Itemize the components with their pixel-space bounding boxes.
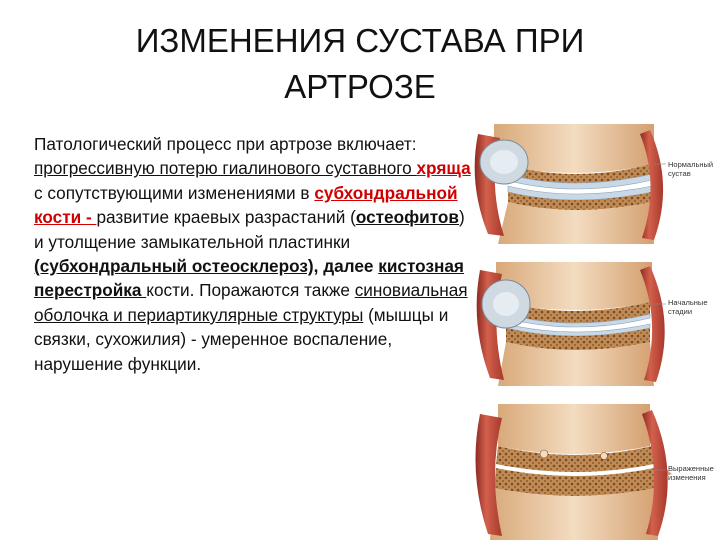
term-osteophytes: остеофитов: [355, 207, 459, 228]
title-line-1: ИЗМЕНЕНИЯ СУСТАВА ПРИ: [135, 22, 585, 59]
text-run-4: с сопутствующими изменениями в: [34, 182, 315, 203]
label-advanced-changes: Выраженные изменения: [668, 464, 714, 482]
text-run-12: кости. Поражаются также: [146, 280, 355, 301]
text-run-6: развитие краевых разрастаний (: [96, 207, 356, 228]
text-run-10: , далее: [313, 256, 379, 277]
joint-illustration: [474, 124, 720, 540]
term-subchondral-bone: субхондральной кости -: [34, 182, 458, 228]
term-cartilage: хряща: [416, 158, 471, 179]
femur-lower-bone: [498, 404, 650, 454]
bone-cyst-1: [540, 450, 548, 458]
stage-early-changes: [477, 262, 666, 386]
text-run-8: ) и утолщение замыкательной пластинки: [34, 207, 465, 252]
text-run-14: (мышцы и связки, сухожилия) - умеренное воспаление, нарушение функции.: [34, 304, 449, 374]
subchondral-sclerosis-lower: [494, 468, 656, 496]
stage-advanced-changes: [476, 404, 673, 540]
bone-cyst-2: [601, 453, 608, 460]
label-early-stages: Начальные стадии: [668, 298, 708, 316]
patella-1-inner: [490, 150, 518, 174]
label-normal-joint: Нормальный сустав: [668, 160, 714, 178]
text-run-1: Патологический процесс при артрозе включает:: [34, 134, 417, 154]
term-synovium: синовиальная оболочка и периартикулярные структуры: [34, 280, 468, 325]
body-paragraph: [34, 132, 474, 376]
page-title: [0, 18, 720, 110]
term-cartilage-loss: прогрессивную потерю гиалинового суставного: [34, 158, 417, 179]
term-osteosclerosis: (субхондральный остеосклероз): [34, 256, 314, 277]
term-cystic-remodeling: кистозная перестройка: [34, 256, 464, 301]
stage-normal-joint: [475, 124, 666, 244]
patella-2-inner: [493, 292, 519, 316]
title-line-2: АРТРОЗЕ: [284, 68, 436, 105]
